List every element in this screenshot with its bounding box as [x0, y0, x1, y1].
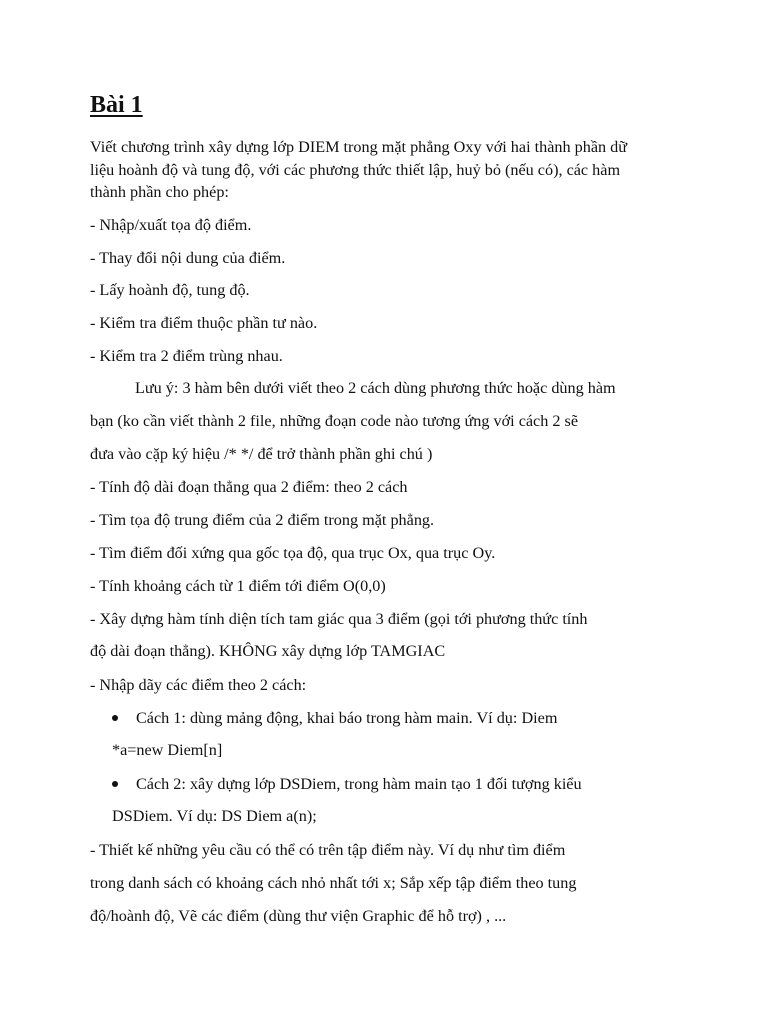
task-item: - Tìm điểm đối xứng qua gốc tọa độ, qua trục Ox, qua trục Oy. — [90, 544, 496, 562]
closing-line: độ/hoành độ, Vẽ các điểm (dùng thư viện Graphic để hỗ trợ) , ... — [90, 907, 507, 925]
intro-line: thành phần cho phép: — [90, 183, 229, 201]
requirement-item: - Nhập/xuất tọa độ điểm. — [90, 216, 252, 234]
note-line: Lưu ý: 3 hàm bên dưới viết theo 2 cách dùng phương thức hoặc dùng hàm — [135, 379, 616, 397]
closing-line: - Thiết kế những yêu cầu có thể có trên tập điểm này. Ví dụ như tìm điểm — [90, 841, 566, 859]
task-item: - Xây dựng hàm tính diện tích tam giác qua 3 điểm (gọi tới phương thức tính — [90, 610, 588, 628]
closing-line: trong danh sách có khoảng cách nhỏ nhất tới x; Sắp xếp tập điểm theo tung — [90, 874, 577, 892]
task-item: - Tính khoảng cách từ 1 điểm tới điểm O(0,0) — [90, 577, 386, 595]
bullet-continuation: *a=new Diem[n] — [112, 741, 223, 759]
requirement-item: - Kiểm tra điểm thuộc phần tư nào. — [90, 314, 318, 332]
note-line: bạn (ko cần viết thành 2 file, những đoạn code nào tương ứng với cách 2 sẽ — [90, 412, 579, 430]
bullet-text: Cách 2: xây dựng lớp DSDiem, trong hàm main tạo 1 đối tượng kiểu — [136, 775, 582, 793]
requirement-item: - Thay đổi nội dung của điểm. — [90, 249, 286, 267]
bullet-icon — [112, 781, 118, 787]
page-title: Bài 1 — [90, 92, 143, 118]
requirement-item: - Kiểm tra 2 điểm trùng nhau. — [90, 347, 283, 365]
task-item: - Tìm tọa độ trung điểm của 2 điểm trong mặt phẳng. — [90, 511, 435, 529]
note-line: đưa vào cặp ký hiệu /* */ để trở thành phần ghi chú ) — [90, 445, 433, 463]
task-item: - Nhập dãy các điểm theo 2 cách: — [90, 676, 307, 694]
task-item: - Tính độ dài đoạn thẳng qua 2 điểm: theo 2 cách — [90, 478, 408, 496]
requirement-item: - Lấy hoành độ, tung độ. — [90, 281, 250, 299]
task-item-continued: độ dài đoạn thẳng). KHÔNG xây dựng lớp TAMGIAC — [90, 642, 446, 660]
bullet-icon — [112, 715, 118, 721]
intro-line: Viết chương trình xây dựng lớp DIEM trong mặt phẳng Oxy với hai thành phần dữ — [90, 138, 628, 156]
bullet-text: Cách 1: dùng mảng động, khai báo trong hàm main. Ví dụ: Diem — [136, 709, 558, 727]
bullet-continuation: DSDiem. Ví dụ: DS Diem a(n); — [112, 807, 317, 825]
intro-line: liệu hoành độ và tung độ, với các phương thức thiết lập, huỷ bỏ (nếu có), các hàm — [90, 161, 621, 179]
